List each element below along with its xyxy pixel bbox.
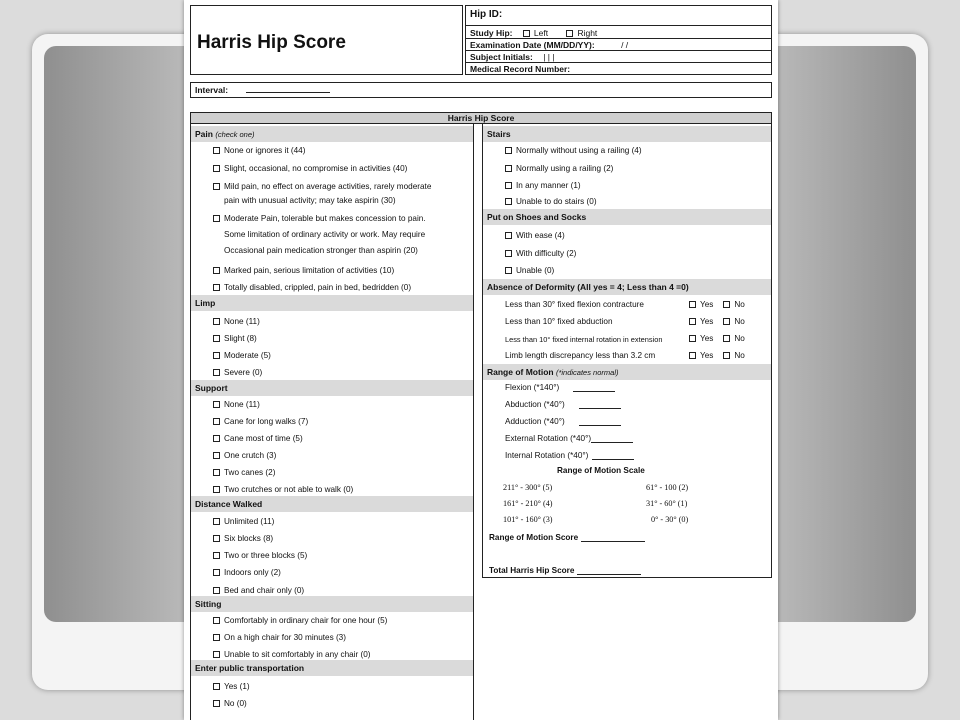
checkbox[interactable] bbox=[213, 683, 220, 690]
distance-option[interactable] bbox=[213, 517, 274, 527]
left-column bbox=[190, 124, 474, 720]
checkbox[interactable] bbox=[505, 165, 512, 172]
rom-scale-left-3: 101° - 160° (3) bbox=[503, 515, 553, 524]
form-title: Harris Hip Score bbox=[197, 32, 346, 53]
pain-option-moderate[interactable] bbox=[213, 214, 426, 224]
checkbox[interactable] bbox=[213, 418, 220, 425]
limp-option[interactable] bbox=[213, 334, 257, 344]
rom-abduction-field[interactable] bbox=[505, 400, 621, 410]
transport-option[interactable] bbox=[213, 682, 250, 692]
option-label: Marked pain, serious limitation of activities (10) bbox=[224, 266, 395, 275]
rom-scale-left-2: 161° - 210° (4) bbox=[503, 499, 553, 508]
pain-option-moderate-cont-2: Occasional pain medication stronger than aspirin (20) bbox=[224, 246, 418, 255]
right-checkbox[interactable] bbox=[566, 30, 573, 37]
option-label: Two crutches or not able to walk (0) bbox=[224, 485, 354, 494]
rom-label: Internal Rotation (*40°) bbox=[505, 451, 589, 460]
checkbox[interactable] bbox=[213, 435, 220, 442]
pain-option-disabled[interactable] bbox=[213, 283, 411, 293]
support-section-header: Support bbox=[191, 380, 473, 396]
shoes-option[interactable] bbox=[505, 266, 554, 276]
interval-field[interactable] bbox=[190, 82, 772, 98]
rom-blank[interactable] bbox=[592, 452, 634, 460]
no-label: No bbox=[734, 317, 745, 326]
checkbox[interactable] bbox=[505, 267, 512, 274]
rom-title: Range of Motion bbox=[487, 367, 554, 377]
option-label: Severe (0) bbox=[224, 368, 263, 377]
option-label: Mild pain, no effect on average activities, rarely moderate bbox=[224, 182, 432, 191]
rom-scale-left-1: 211° - 300° (5) bbox=[503, 483, 553, 492]
deformity-item-flexion: Less than 30° fixed flexion contracture bbox=[505, 300, 644, 309]
transport-section-header: Enter public transportation bbox=[191, 660, 473, 676]
option-label: None (11) bbox=[224, 400, 260, 409]
limp-option[interactable] bbox=[213, 351, 271, 361]
pain-option-moderate-cont-1: Some limitation of ordinary activity or work. May require bbox=[224, 230, 426, 239]
deformity-yes-no bbox=[689, 317, 745, 326]
pain-section-header bbox=[191, 126, 473, 142]
rom-blank[interactable] bbox=[579, 418, 621, 426]
shoes-option[interactable] bbox=[505, 249, 576, 259]
checkbox[interactable] bbox=[213, 569, 220, 576]
rom-internal-rotation-field[interactable] bbox=[505, 451, 634, 461]
rom-label: Abduction (*40°) bbox=[505, 400, 565, 409]
sitting-option[interactable] bbox=[213, 633, 346, 643]
distance-option[interactable] bbox=[213, 568, 281, 578]
checkbox[interactable] bbox=[213, 369, 220, 376]
distance-option[interactable] bbox=[213, 534, 273, 544]
interval-label: Interval: bbox=[195, 85, 229, 95]
rom-label: External Rotation (*40°) bbox=[505, 434, 592, 443]
rom-score-label: Range of Motion Score bbox=[489, 533, 579, 542]
pain-option-none[interactable] bbox=[213, 146, 305, 156]
limp-section-header: Limp bbox=[191, 295, 473, 311]
no-checkbox[interactable] bbox=[723, 301, 730, 308]
option-label: One crutch (3) bbox=[224, 451, 277, 460]
pain-title: Pain bbox=[195, 129, 213, 139]
option-label: Unlimited (11) bbox=[224, 517, 275, 526]
checkbox[interactable] bbox=[505, 198, 512, 205]
exam-date-label: Examination Date (MM/DD/YY): bbox=[470, 40, 595, 50]
option-label: With ease (4) bbox=[516, 231, 565, 240]
exam-date-field[interactable] bbox=[466, 39, 771, 51]
checkbox[interactable] bbox=[213, 335, 220, 342]
yes-label: Yes bbox=[700, 300, 714, 309]
deformity-item-limb-length: Limb length discrepancy less than 3.2 cm bbox=[505, 351, 656, 360]
distance-option[interactable] bbox=[213, 586, 304, 596]
option-label: Normally without using a railing (4) bbox=[516, 146, 642, 155]
deformity-item-internal-rotation: Less than 10° fixed internal rotation in extension bbox=[505, 335, 663, 344]
checkbox[interactable] bbox=[213, 452, 220, 459]
checkbox[interactable] bbox=[213, 617, 220, 624]
no-label: No bbox=[734, 300, 745, 309]
option-label: Unable to do stairs (0) bbox=[516, 197, 597, 206]
option-label: Bed and chair only (0) bbox=[224, 586, 305, 595]
sitting-option[interactable] bbox=[213, 616, 387, 626]
checkbox[interactable] bbox=[505, 182, 512, 189]
option-label: Yes (1) bbox=[224, 682, 250, 691]
option-label: Cane most of time (5) bbox=[224, 434, 303, 443]
rom-external-rotation-field[interactable] bbox=[505, 434, 633, 444]
option-label: Two or three blocks (5) bbox=[224, 551, 308, 560]
checkbox[interactable] bbox=[213, 634, 220, 641]
total-score-field[interactable] bbox=[489, 566, 641, 575]
checkbox[interactable] bbox=[213, 318, 220, 325]
left-checkbox[interactable] bbox=[523, 30, 530, 37]
limp-option[interactable] bbox=[213, 317, 260, 327]
checkbox[interactable] bbox=[213, 535, 220, 542]
yes-checkbox[interactable] bbox=[689, 335, 696, 342]
distance-section-header: Distance Walked bbox=[191, 496, 473, 512]
deformity-section-header: Absence of Deformity (All yes = 4; Less than 4 =0) bbox=[483, 279, 771, 295]
option-label: No (0) bbox=[224, 699, 247, 708]
option-label: Slight (8) bbox=[224, 334, 257, 343]
rom-flexion-field[interactable] bbox=[505, 383, 615, 393]
exam-date-slashes: / / bbox=[621, 40, 629, 50]
checkbox[interactable] bbox=[213, 147, 220, 154]
pain-hint: (check one) bbox=[215, 130, 255, 139]
support-option[interactable] bbox=[213, 485, 353, 495]
yes-label: Yes bbox=[700, 334, 714, 343]
transport-option[interactable] bbox=[213, 699, 247, 709]
deformity-item-abduction: Less than 10° fixed abduction bbox=[505, 317, 613, 326]
total-score-label: Total Harris Hip Score bbox=[489, 566, 575, 575]
study-hip-field bbox=[466, 26, 771, 39]
rom-score-field[interactable] bbox=[489, 533, 645, 542]
option-label: Two canes (2) bbox=[224, 468, 276, 477]
checkbox[interactable] bbox=[213, 284, 220, 291]
no-label: No bbox=[734, 351, 745, 360]
option-label: None (11) bbox=[224, 317, 260, 326]
rom-blank[interactable] bbox=[591, 435, 633, 443]
yes-checkbox[interactable] bbox=[689, 352, 696, 359]
rom-blank[interactable] bbox=[579, 401, 621, 409]
rom-label: Adduction (*40°) bbox=[505, 417, 565, 426]
sitting-option[interactable] bbox=[213, 650, 371, 660]
stairs-option[interactable] bbox=[505, 197, 597, 207]
hip-id-field[interactable]: Hip ID: bbox=[466, 6, 771, 26]
checkbox[interactable] bbox=[213, 401, 220, 408]
form-header-fields bbox=[465, 5, 772, 75]
mrn-field[interactable]: Medical Record Number: bbox=[470, 64, 571, 74]
option-label: Comfortably in ordinary chair for one hour (5) bbox=[224, 616, 388, 625]
option-label: Indoors only (2) bbox=[224, 568, 281, 577]
deformity-yes-no bbox=[689, 334, 745, 343]
option-label: Unable to sit comfortably in any chair (0) bbox=[224, 650, 371, 659]
support-option[interactable] bbox=[213, 451, 276, 461]
pain-option-marked[interactable] bbox=[213, 266, 394, 276]
no-label: No bbox=[734, 334, 745, 343]
option-label: With difficulty (2) bbox=[516, 249, 577, 258]
rom-section-header bbox=[483, 364, 771, 380]
rom-score-blank[interactable] bbox=[581, 534, 645, 542]
option-label: Moderate (5) bbox=[224, 351, 271, 360]
interval-blank bbox=[246, 86, 330, 93]
distance-option[interactable] bbox=[213, 551, 307, 561]
sitting-section-header: Sitting bbox=[191, 596, 473, 612]
option-label: Moderate Pain, tolerable but makes concession to pain. bbox=[224, 214, 426, 223]
option-label: Six blocks (8) bbox=[224, 534, 274, 543]
rom-scale-title: Range of Motion Scale bbox=[557, 466, 645, 475]
checkbox[interactable] bbox=[213, 183, 220, 190]
checkbox[interactable] bbox=[213, 267, 220, 274]
checkbox[interactable] bbox=[213, 552, 220, 559]
subject-initials-field[interactable] bbox=[466, 51, 771, 63]
option-label: None or ignores it (44) bbox=[224, 146, 306, 155]
rom-hint: (*indicates normal) bbox=[555, 368, 619, 377]
form-title-box bbox=[190, 5, 463, 75]
limp-option[interactable] bbox=[213, 368, 262, 378]
support-option[interactable] bbox=[213, 400, 260, 410]
study-hip-label: Study Hip: bbox=[470, 28, 513, 38]
yes-label: Yes bbox=[700, 317, 714, 326]
shoes-section-header: Put on Shoes and Socks bbox=[483, 209, 771, 225]
option-label: Totally disabled, crippled, pain in bed, bedridden (0) bbox=[224, 283, 412, 292]
option-label: Slight, occasional, no compromise in activities (40) bbox=[224, 164, 408, 173]
checkbox[interactable] bbox=[213, 587, 220, 594]
no-checkbox[interactable] bbox=[723, 318, 730, 325]
total-score-blank[interactable] bbox=[577, 567, 641, 575]
checkbox[interactable] bbox=[505, 250, 512, 257]
checkbox[interactable] bbox=[505, 232, 512, 239]
rom-label: Flexion (*140°) bbox=[505, 383, 560, 392]
checkbox[interactable] bbox=[213, 352, 220, 359]
no-checkbox[interactable] bbox=[723, 335, 730, 342]
right-column bbox=[482, 124, 772, 578]
stairs-option[interactable] bbox=[505, 146, 642, 156]
option-label: In any manner (1) bbox=[516, 181, 581, 190]
checkbox[interactable] bbox=[213, 215, 220, 222]
support-option[interactable] bbox=[213, 468, 275, 478]
rom-adduction-field[interactable] bbox=[505, 417, 621, 427]
support-option[interactable] bbox=[213, 417, 308, 427]
option-label: Cane for long walks (7) bbox=[224, 417, 309, 426]
stairs-option[interactable] bbox=[505, 181, 581, 191]
rom-blank[interactable] bbox=[573, 384, 615, 392]
checkbox[interactable] bbox=[505, 147, 512, 154]
checkbox[interactable] bbox=[213, 469, 220, 476]
yes-checkbox[interactable] bbox=[689, 301, 696, 308]
checkbox[interactable] bbox=[213, 651, 220, 658]
table-title: Harris Hip Score bbox=[190, 112, 772, 124]
rom-scale-right-1: 61° - 100 (2) bbox=[646, 483, 689, 492]
yes-checkbox[interactable] bbox=[689, 318, 696, 325]
left-label: Left bbox=[533, 28, 549, 38]
subject-initials-bars: | | | bbox=[543, 52, 555, 62]
checkbox[interactable] bbox=[213, 165, 220, 172]
pain-option-mild[interactable] bbox=[213, 182, 431, 192]
option-label: On a high chair for 30 minutes (3) bbox=[224, 633, 346, 642]
pain-option-slight[interactable] bbox=[213, 164, 407, 174]
deformity-yes-no bbox=[689, 300, 745, 309]
checkbox[interactable] bbox=[213, 518, 220, 525]
no-checkbox[interactable] bbox=[723, 352, 730, 359]
support-option[interactable] bbox=[213, 434, 303, 444]
harris-hip-score-form bbox=[184, 0, 778, 720]
stairs-option[interactable] bbox=[505, 164, 613, 174]
rom-scale-right-3: 0° - 30° (0) bbox=[651, 515, 689, 524]
rom-scale-right-2: 31° - 60° (1) bbox=[646, 499, 688, 508]
stairs-section-header: Stairs bbox=[483, 126, 771, 142]
checkbox[interactable] bbox=[213, 700, 220, 707]
option-label: Normally using a railing (2) bbox=[516, 164, 614, 173]
deformity-yes-no bbox=[689, 351, 745, 360]
right-label: Right bbox=[577, 28, 598, 38]
checkbox[interactable] bbox=[213, 486, 220, 493]
shoes-option[interactable] bbox=[505, 231, 565, 241]
yes-label: Yes bbox=[700, 351, 714, 360]
subject-initials-label: Subject Initials: bbox=[470, 52, 533, 62]
option-label: Unable (0) bbox=[516, 266, 555, 275]
pain-option-mild-cont: pain with unusual activity; may take aspirin (30) bbox=[224, 196, 396, 205]
